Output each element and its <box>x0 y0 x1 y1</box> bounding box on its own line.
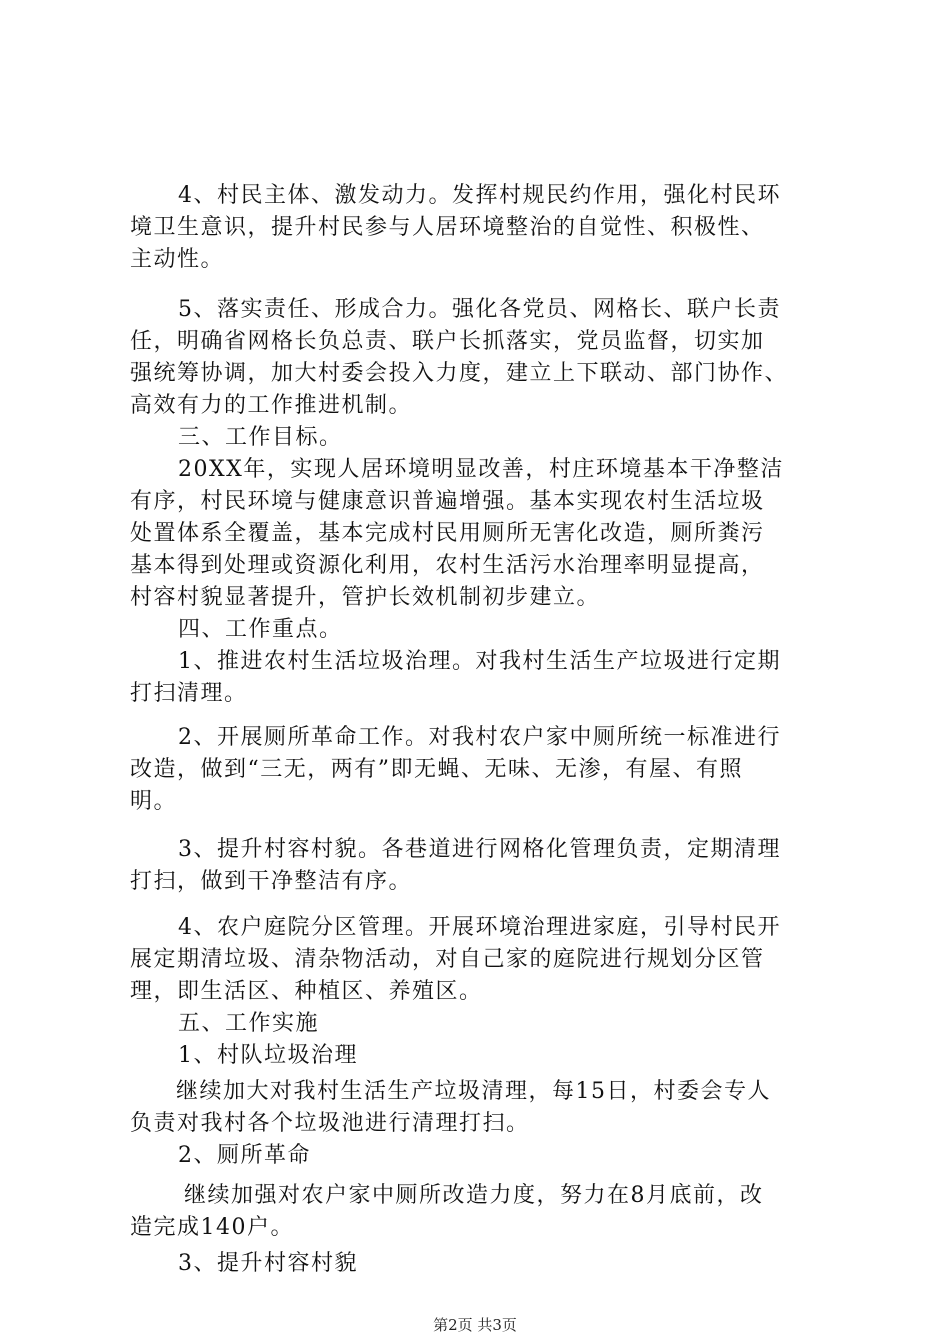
paragraph-line: 继续加大对我村生活生产垃圾清理，每15日，村委会专人 <box>176 1079 771 1104</box>
paragraph-line: 4、农户庭院分区管理。开展环境治理进家庭，引导村民开 <box>178 915 781 940</box>
paragraph-line: 有序，村民环境与健康意识普遍增强。基本实现农村生活垃圾 <box>130 489 765 514</box>
paragraph-line: 造完成140户。 <box>130 1215 294 1240</box>
page-number-footer: 第2页 共3页 <box>433 1316 517 1334</box>
paragraph-line: 继续加强对农户家中厕所改造力度，努力在8月底前，改 <box>184 1183 764 1208</box>
paragraph-line: 基本得到处理或资源化利用，农村生活污水治理率明显提高， <box>130 553 765 578</box>
paragraph-line: 负责对我村各个垃圾池进行清理打扫。 <box>130 1111 530 1136</box>
paragraph-line: 境卫生意识，提升村民参与人居环境整治的自觉性、积极性、 <box>130 215 765 240</box>
subsection-heading: 3、提升村容村貌 <box>178 1251 358 1276</box>
paragraph-line: 3、提升村容村貌。各巷道进行网格化管理负责，定期清理 <box>178 837 781 862</box>
paragraph-line: 高效有力的工作推进机制。 <box>130 393 413 418</box>
section-heading: 五、工作实施 <box>178 1011 320 1036</box>
paragraph-line: 5、落实责任、形成合力。强化各党员、网格长、联户长责 <box>178 297 781 322</box>
paragraph-line: 明。 <box>130 789 178 814</box>
paragraph-line: 强统筹协调，加大村委会投入力度，建立上下联动、部门协作、 <box>130 361 789 386</box>
paragraph-line: 主动性。 <box>130 247 225 272</box>
paragraph-line: 处置体系全覆盖，基本完成村民用厕所无害化改造，厕所粪污 <box>130 521 765 546</box>
paragraph-line: 4、村民主体、激发动力。发挥村规民约作用，强化村民环 <box>178 183 781 208</box>
subsection-heading: 2、厕所革命 <box>178 1143 311 1168</box>
section-heading: 三、工作目标。 <box>178 425 343 450</box>
paragraph-line: 任，明确省网格长负总责、联户长抓落实，党员监督，切实加 <box>130 329 765 354</box>
paragraph-line: 村容村貌显著提升，管护长效机制初步建立。 <box>130 585 601 610</box>
section-heading: 四、工作重点。 <box>178 617 343 642</box>
paragraph-line: 展定期清垃圾、清杂物活动，对自己家的庭院进行规划分区管 <box>130 947 765 972</box>
paragraph-line: 1、推进农村生活垃圾治理。对我村生活生产垃圾进行定期 <box>178 649 781 674</box>
paragraph-line: 2、开展厕所革命工作。对我村农户家中厕所统一标准进行 <box>178 725 781 750</box>
paragraph-line: 打扫，做到干净整洁有序。 <box>130 869 413 894</box>
subsection-heading: 1、村队垃圾治理 <box>178 1043 358 1068</box>
paragraph-line: 打扫清理。 <box>130 681 248 706</box>
paragraph-line: 改造，做到“三无，两有”即无蝇、无味、无渗，有屋、有照 <box>130 757 743 782</box>
paragraph-line: 理，即生活区、种植区、养殖区。 <box>130 979 483 1004</box>
paragraph-line: 20XX年，实现人居环境明显改善，村庄环境基本干净整洁 <box>178 457 784 482</box>
